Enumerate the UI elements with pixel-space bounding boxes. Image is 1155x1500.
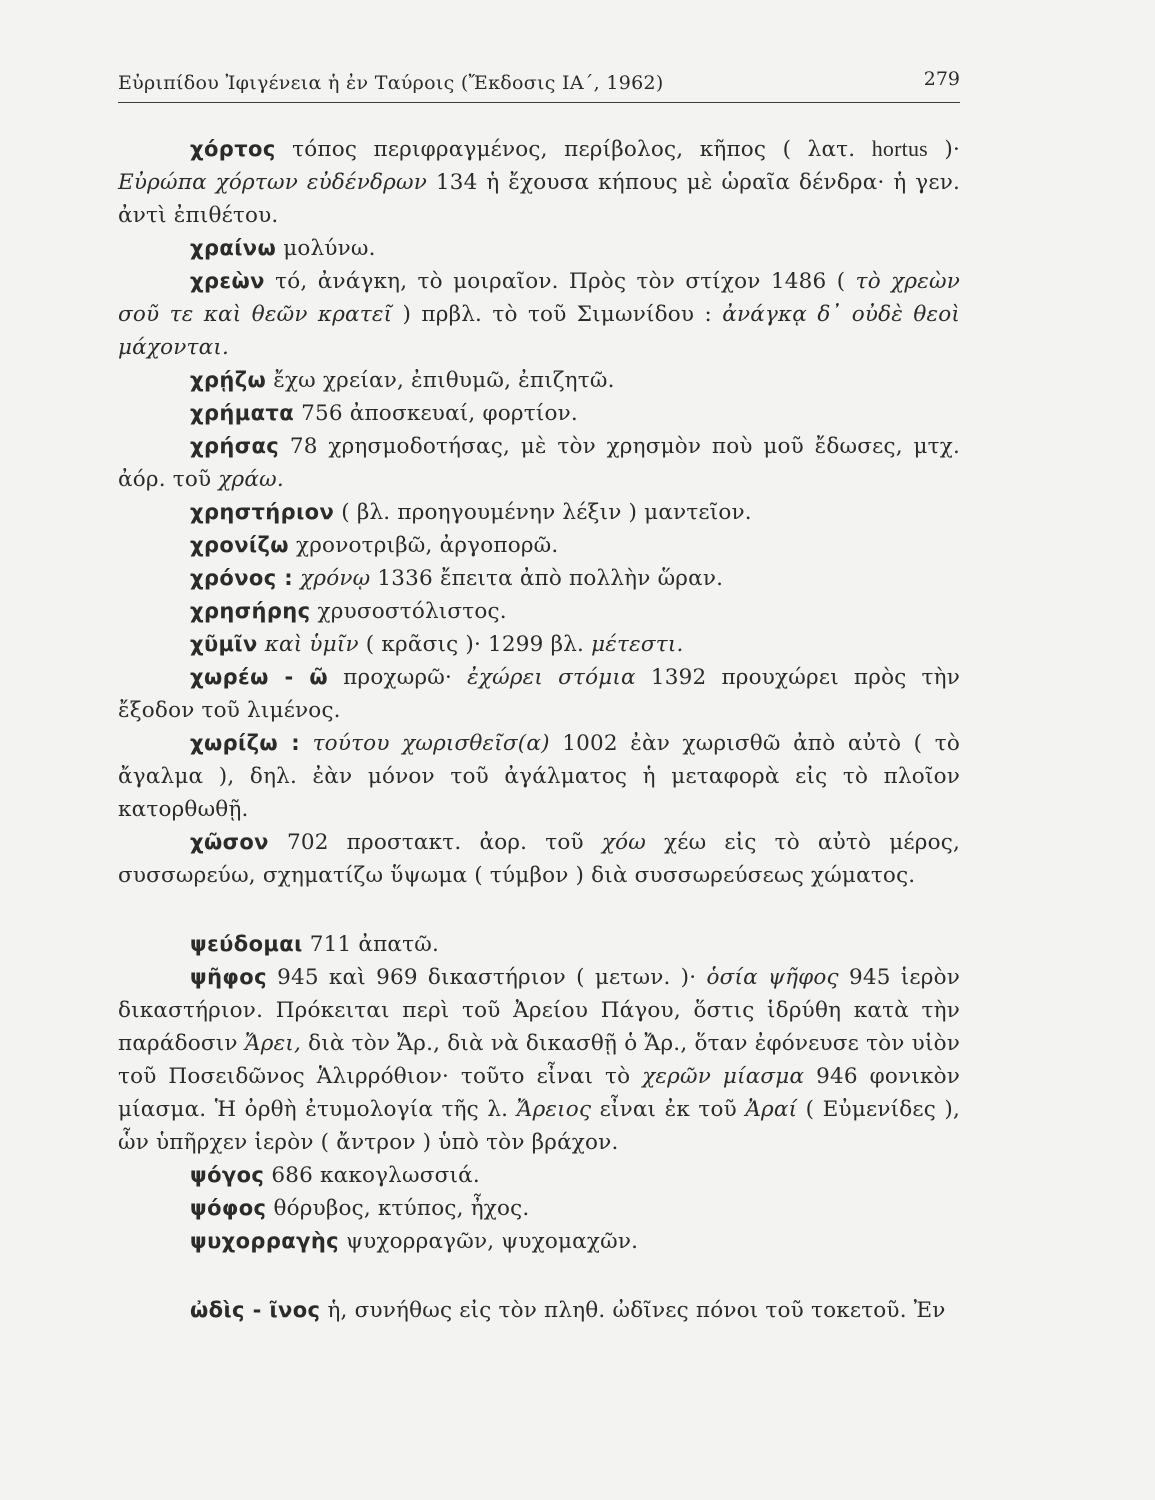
entry-chorizo: χωρίζω : τούτου χωρισθεῖσ(α) 1002 ἐὰν χωρισθῶ ἀπὸ αὐτὸ ( τὸ ἄγαλμα ), δηλ. ἐὰν μόνον τοῦ ἀγάλματος ἡ μεταφορὰ εἰς τὸ πλοῖον κατορθωθῇ. <box>118 731 960 822</box>
entry-chymin: χῦμῖν καὶ ὑμῖν ( κρᾶσις )· 1299 βλ. μέτεστι. <box>190 632 684 657</box>
quotation: Ἄρειος <box>516 1097 592 1122</box>
entry-choreo: χωρέω - ῶ προχωρῶ· ἐχώρει στόμια 1392 προυχώρει πρὸς τὴν ἔξοδον τοῦ λιμένος. <box>118 665 961 723</box>
headword: χρονίζω <box>190 533 289 557</box>
headword: χρήσας <box>190 434 280 458</box>
quotation: τούτου χωρισθεῖσ(α) <box>312 731 550 756</box>
entry-chortos: χόρτος τόπος περιφραγμένος, περίβολος, κῆπος ( λατ. hortus )· Εὐρώπα χόρτων εὐδένδρων 134 ἡ ἔχουσα κήπους μὲ ὡραῖα δένδρα· ἡ γεν. ἀντὶ ἐπιθέτου. <box>118 136 960 228</box>
entry-chronos: χρόνος : χρόνῳ 1336 ἔπειτα ἀπὸ πολλὴν ὥραν. <box>190 566 724 591</box>
headword: χρησήρης <box>190 599 311 623</box>
quotation: μέτεστι. <box>591 632 684 657</box>
quotation: χράω. <box>218 467 284 492</box>
headword: χρηστήριον <box>190 500 335 524</box>
running-head <box>118 66 960 103</box>
entry-chreon: χρεὼν τό, ἀνάγκη, τὸ μοιραῖον. Πρὸς τὸν στίχον 1486 ( τὸ χρεὼν σοῦ τε καὶ θεῶν κρατεῖ ) πρβλ. τὸ τοῦ Σιμωνίδου : ἀνάγκᾳ δ᾽ οὐδὲ θεοὶ μάχονται. <box>118 269 960 360</box>
entry-chraino: χραίνω μολύνω. <box>190 236 376 261</box>
entry-choson: χῶσον 702 προστακτ. ἀορ. τοῦ χόω χέω εἰς τὸ αὐτὸ μέρος, συσσωρεύω, σχηματίζω ὕψωμα ( τύμβον ) διὰ συσσωρεύσεως χώματος. <box>118 830 960 888</box>
headword: χρόνος : <box>190 566 294 590</box>
quotation: Ἄρει, <box>244 1031 301 1056</box>
headword: χωρίζω : <box>190 731 301 755</box>
page-number: 279 <box>923 68 960 90</box>
entry-chremata: χρήματα 756 ἀποσκευαί, φορτίον. <box>190 401 578 426</box>
entry-chresas: χρήσας 78 χρησμοδοτήσας, μὲ τὸν χρησμὸν ποὺ μοῦ ἔδωσες, μτχ. ἀόρ. τοῦ χράω. <box>118 434 960 492</box>
entry-chronizo: χρονίζω χρονοτριβῶ, ἀργοπορῶ. <box>190 533 559 558</box>
headword: χῦμῖν <box>190 632 258 656</box>
headword: χραίνω <box>190 236 277 260</box>
entry-psogos: ψόγος 686 κακογλωσσιά. <box>190 1163 480 1188</box>
headword: ψῆφος <box>190 965 267 989</box>
latin-word: hortus <box>871 136 928 161</box>
entry-chryseres: χρησήρης χρυσοστόλιστος. <box>190 599 507 624</box>
quotation: ἐχώρει στόμια <box>467 665 636 690</box>
quotation: τὸ χρεὼν σοῦ τε καὶ θεῶν κρατεῖ <box>118 269 960 327</box>
entry-odis: ὠδὶς - ῖνος ἡ, συνήθως εἰς τὸν πληθ. ὠδῖνες πόνοι τοῦ τοκετοῦ. Ἐν <box>190 1298 946 1323</box>
quotation: καὶ ὑμῖν <box>264 632 359 657</box>
entry-psophos: ψόφος θόρυβος, κτύπος, ἦχος. <box>190 1196 530 1221</box>
glossary-body <box>118 132 960 1327</box>
headword: ὠδὶς - ῖνος <box>190 1298 321 1322</box>
headword: χόρτος <box>190 137 276 161</box>
headword: ψόγος <box>190 1163 265 1187</box>
running-title: Εὐριπίδου Ἰφιγένεια ἡ ἐν Ταύροις (Ἔκδοσις ΙΑ΄, 1962) <box>118 72 664 94</box>
quotation: ὁσία ψῆφος <box>706 965 839 990</box>
entry-chrizo: χρῄζω ἔχω χρείαν, ἐπιθυμῶ, ἐπιζητῶ. <box>190 368 615 393</box>
headword: χῶσον <box>190 830 269 854</box>
headword: ψεύδομαι <box>190 932 303 956</box>
quotation: ἀνάγκᾳ δ᾽ οὐδὲ θεοὶ μάχονται. <box>118 302 960 360</box>
entry-chresterion: χρηστήριον ( βλ. προηγουμένην λέξιν ) μαντεῖον. <box>190 500 752 525</box>
headword: χρεὼν <box>190 269 265 293</box>
headword: ψόφος <box>190 1196 267 1220</box>
entry-pseudomai: ψεύδομαι 711 ἀπατῶ. <box>190 932 440 957</box>
entry-psephos: ψῆφος 945 καὶ 969 δικαστήριον ( μετων. )· ὁσία ψῆφος 945 ἱερὸν δικαστήριον. Πρόκειται περὶ τοῦ Ἀρείου Πάγου, ὅστις ἱδρύθη κατὰ τὴν παράδοσιν Ἄρει, διὰ τὸν Ἄρ., διὰ νὰ δικασθῇ ὁ Ἄρ., ὅταν ἐφόνευσε τὸν υἱὸν τοῦ Ποσειδῶνος Ἁλιρρόθιον· τοῦτο εἶναι τὸ χερῶν μίασμα 946 φονικὸν μίασμα. Ἡ ὀρθὴ ἐτυμολογία τῆς λ. Ἄρειος εἶναι ἐκ τοῦ Ἀραί ( Εὐμενίδες ), ὧν ὑπῆρχεν ἱερὸν ( ἄντρον ) ὑπὸ τὸν βράχον. <box>118 965 960 1155</box>
section-gap <box>118 892 960 928</box>
entry-psychorrages: ψυχορραγὴς ψυχορραγῶν, ψυχομαχῶν. <box>190 1229 639 1254</box>
quotation: χόω <box>601 830 646 855</box>
headword: χρῄζω <box>190 368 267 392</box>
section-gap <box>118 1258 960 1294</box>
quotation: Ἀραί <box>745 1097 798 1122</box>
quotation: χρόνῳ <box>300 566 371 591</box>
quotation: Εὐρώπα χόρτων εὐδένδρων <box>118 170 427 195</box>
headword: χωρέω - ῶ <box>190 665 329 689</box>
quotation: χερῶν μίασμα <box>642 1064 805 1089</box>
headword: χρήματα <box>190 401 295 425</box>
headword: ψυχορραγὴς <box>190 1229 340 1253</box>
